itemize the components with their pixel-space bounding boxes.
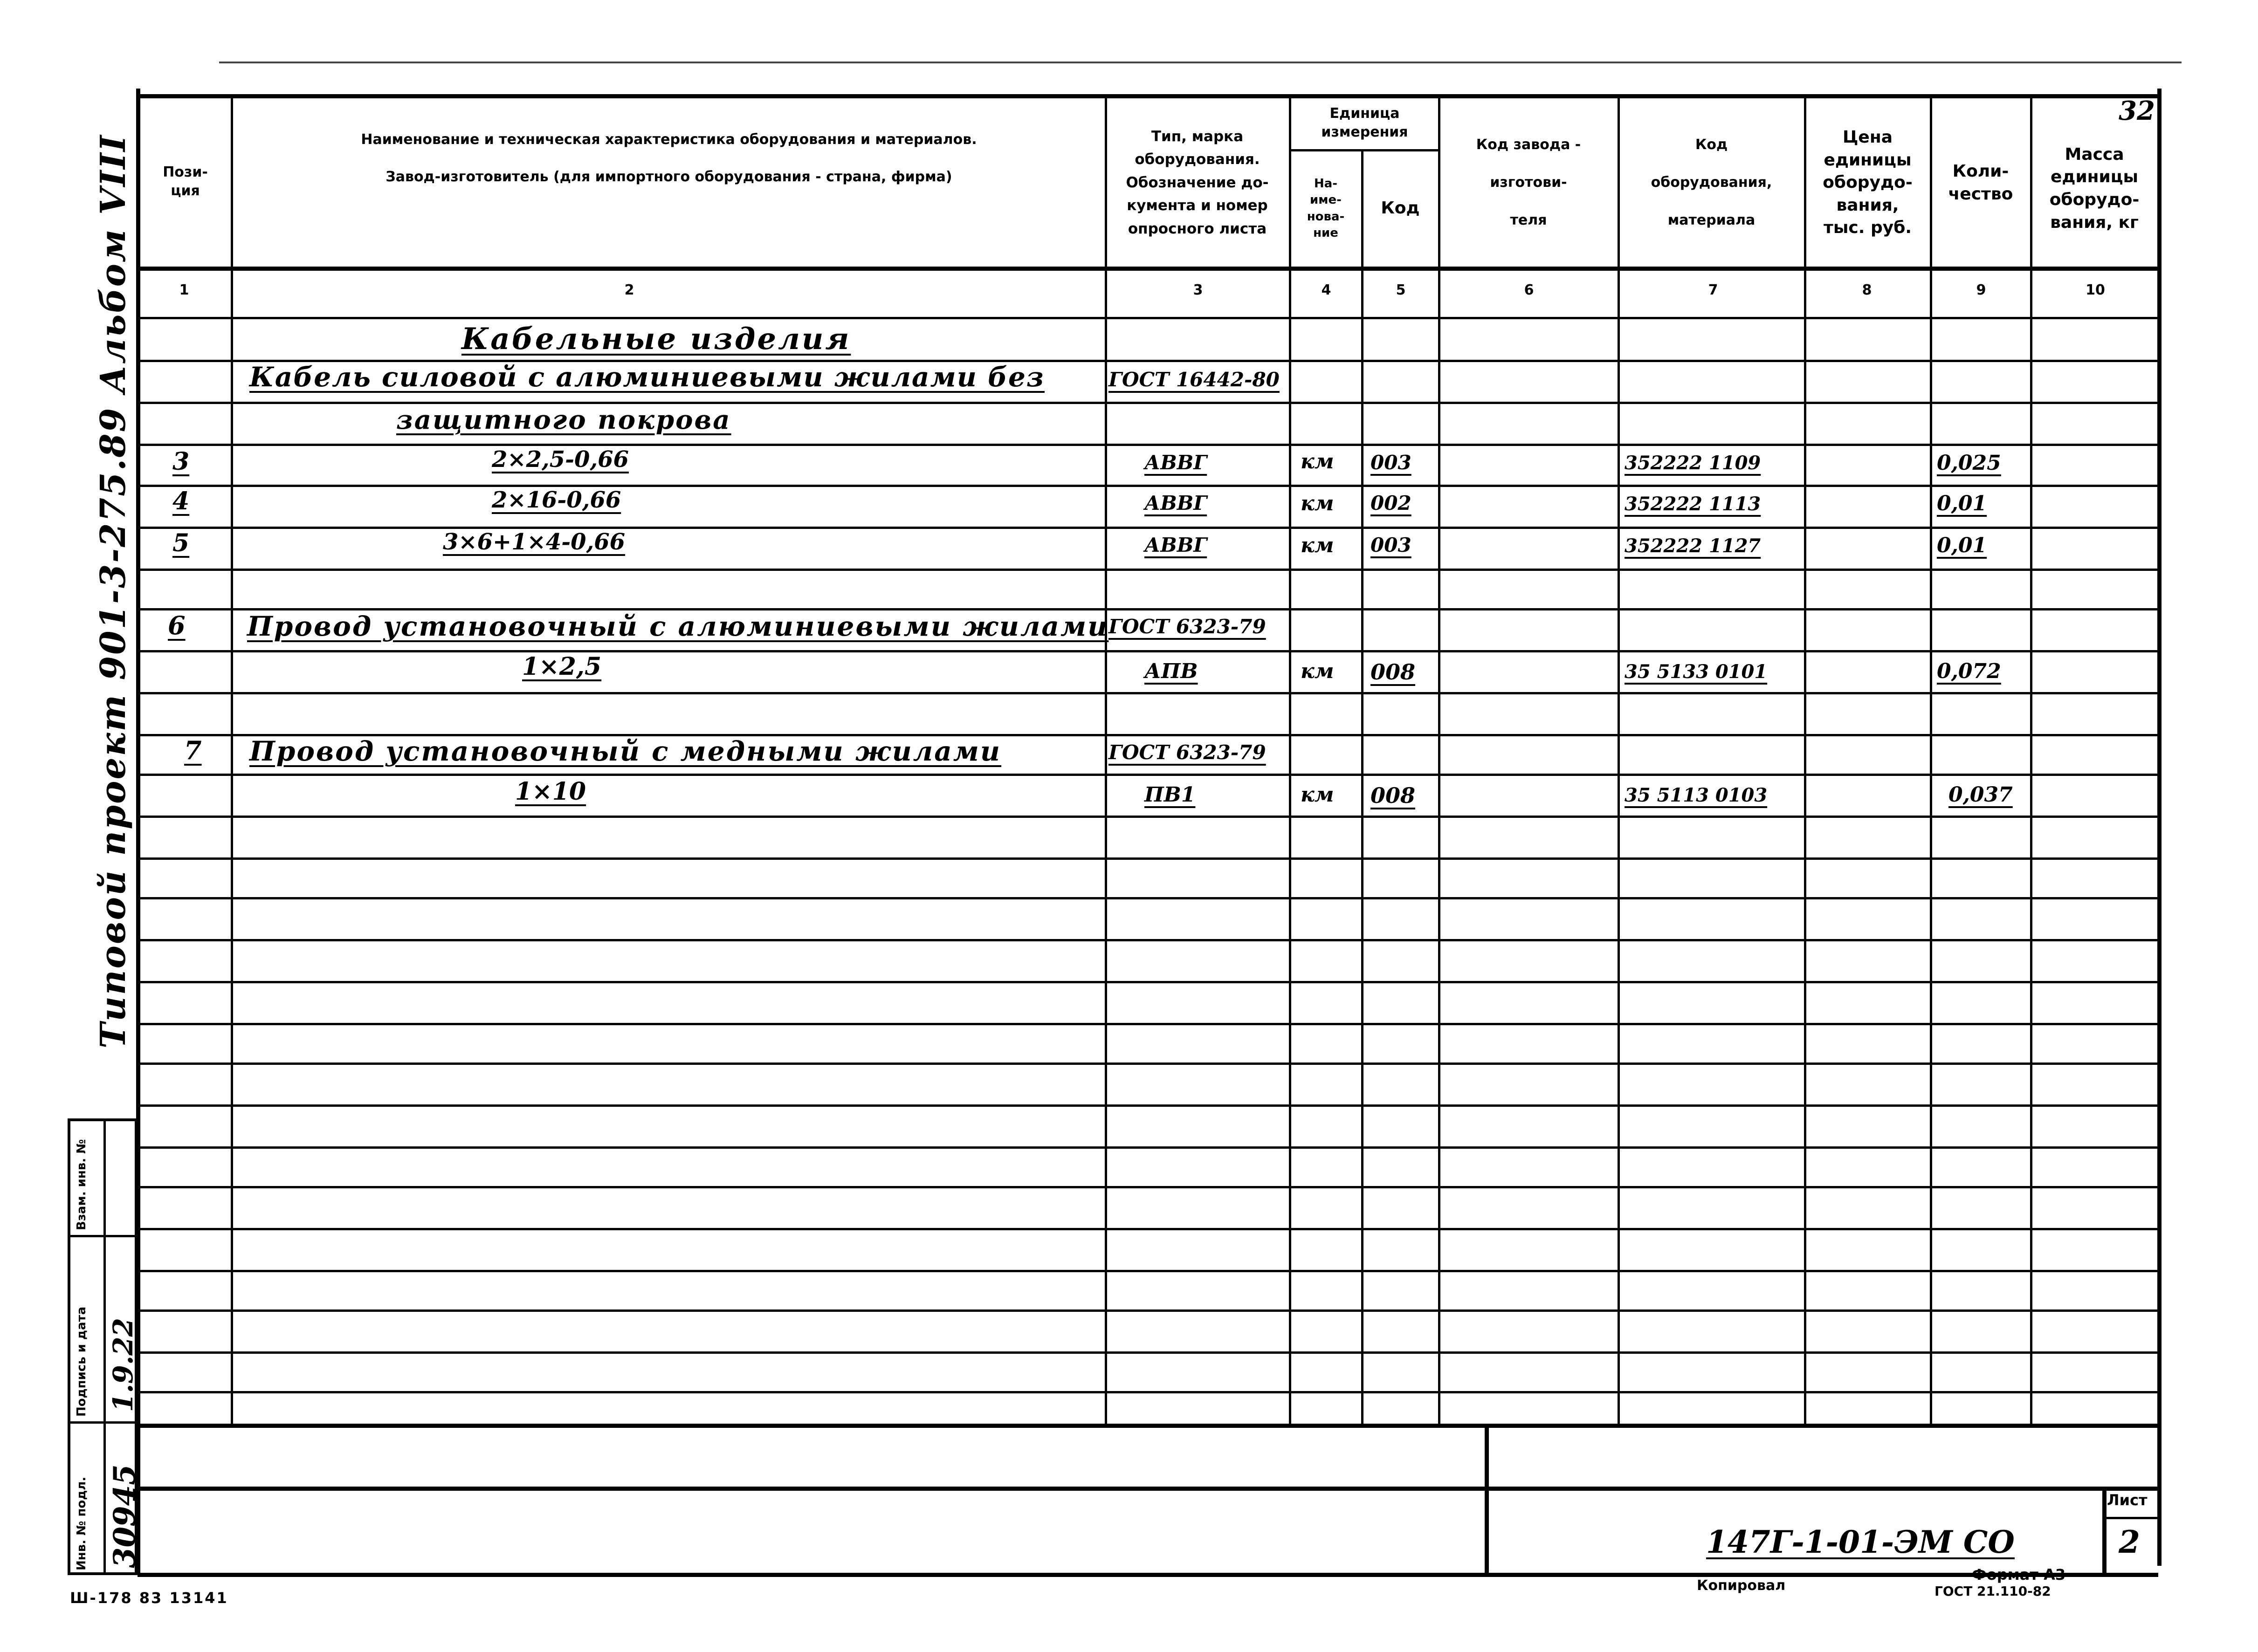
col-sep-2 (1105, 94, 1107, 1425)
item-position: 6 (168, 610, 186, 640)
document-code: 147Г-1-01-ЭМ СО (1706, 1524, 2015, 1560)
col-sep-4 (1361, 149, 1363, 1425)
col-sep-3 (1289, 94, 1291, 1425)
header-manufacturer: Завод-изготовитель (для импортного оборудования - страна, фирма) (386, 168, 952, 185)
item-type: АВВГ (1144, 534, 1207, 556)
sheet-cell-sep (2103, 1517, 2159, 1519)
item-name: 3×6+1×4-0,66 (443, 529, 626, 555)
colnum-5: 5 (1396, 282, 1406, 298)
wire-cu-unit-code: 008 (1370, 783, 1416, 808)
colnum-2: 2 (624, 282, 634, 298)
wire-al-quantity: 0,072 (1937, 659, 2001, 683)
colnum-6: 6 (1524, 282, 1534, 298)
item-name: 2×2,5-0,66 (492, 446, 629, 473)
item-quantity: 0,01 (1937, 492, 1987, 515)
row-line (138, 1186, 2158, 1188)
sheet-label: Лист (2107, 1491, 2148, 1509)
colnum-4: 4 (1321, 282, 1331, 298)
wire-al-title: Провод установочный с алюминиевыми жилами (247, 610, 1109, 642)
item-equipment-code: 352222 1109 (1625, 452, 1761, 474)
col-sep-7 (1804, 94, 1806, 1425)
item-unit-code: 002 (1370, 492, 1411, 514)
table-top-border (138, 94, 2158, 98)
item-unit: км (1301, 534, 1334, 557)
wire-al-unit: км (1301, 659, 1334, 683)
row-line (138, 485, 2158, 487)
colnum-7: 7 (1708, 282, 1718, 298)
row-line (138, 816, 2158, 818)
row-line (138, 857, 2158, 860)
header-unit-code: Код (1381, 199, 1420, 218)
side-project-label: Типовой проект 901-3-275.89 Альбом VIII (93, 134, 133, 1049)
stamp-label-inv: Инв. № подл. (75, 1476, 89, 1570)
row-line (138, 692, 2158, 694)
col-sep-9 (2030, 94, 2032, 1425)
page-bottom-border (138, 1573, 2158, 1577)
row-line (138, 1146, 2158, 1149)
sheet-cell-left (2102, 1487, 2107, 1575)
wire-cu-unit: км (1301, 783, 1334, 807)
item-quantity: 0,01 (1937, 534, 1987, 557)
colnum-9: 9 (1976, 282, 1986, 298)
top-rule (219, 62, 2182, 63)
header-unit-group: Единица измерения (1321, 105, 1408, 140)
wire-al-type: АПВ (1144, 659, 1198, 683)
item-unit: км (1301, 492, 1334, 515)
item-quantity: 0,025 (1937, 451, 2001, 475)
row-line (138, 1270, 2158, 1272)
row-line (138, 650, 2158, 652)
row-line (138, 1062, 2158, 1065)
row-line (138, 774, 2158, 776)
header-unit-name: На- име- нова- ние (1307, 177, 1345, 240)
title-block-left (1485, 1426, 1489, 1575)
colnum-3: 3 (1193, 282, 1203, 298)
wire-cu-standard: ГОСТ 6323-79 (1108, 741, 1266, 764)
item-type: АВВГ (1144, 451, 1207, 474)
header-name: Наименование и техническая характеристика оборудования и материалов. (361, 131, 977, 148)
wire-cu-type: ПВ1 (1144, 783, 1196, 807)
stamp-divider (103, 1118, 106, 1575)
wire-al-unit-code: 008 (1370, 659, 1416, 685)
header-position: Пози- ция (163, 164, 208, 199)
section-title: Кабельные изделия (461, 322, 851, 356)
col-sep-8 (1930, 94, 1932, 1425)
copied-label: Копировал (1697, 1577, 1786, 1594)
wire-al-name: 1×2,5 (522, 652, 602, 681)
item-position: 5 (172, 529, 190, 557)
wire-cu-equipment-code: 35 5113 0103 (1625, 784, 1768, 806)
cable-title-line1: Кабель силовой с алюминиевыми жилами без (249, 361, 1045, 393)
wire-al-equipment-code: 35 5133 0101 (1625, 661, 1768, 683)
row-line (138, 1104, 2158, 1107)
row-line (138, 1351, 2158, 1354)
wire-al-standard: ГОСТ 6323-79 (1108, 615, 1266, 638)
stamp-sign-date: 1.9.22 (107, 1318, 139, 1412)
table-right-border (2157, 89, 2162, 1566)
row-line (138, 981, 2158, 983)
row-line (138, 1309, 2158, 1312)
header-mass: Масса единицы оборудо- вания, кг (2049, 144, 2140, 232)
stamp-row-sep (68, 1421, 138, 1424)
cable-title-line2: защитного покрова (396, 404, 731, 435)
header-price: Цена единицы оборудо- вания, тыс. руб. (1823, 128, 1913, 238)
table-bottom-border (138, 1424, 2158, 1428)
header-type: Тип, марка оборудования. Обозначение до- кумента и номер опросного листа (1126, 128, 1269, 237)
row-line (138, 527, 2158, 529)
item-name: 2×16-0,66 (492, 487, 621, 513)
item-equipment-code: 352222 1127 (1625, 535, 1761, 557)
stamp-row-sep (68, 1235, 138, 1237)
colnum-10: 10 (2086, 282, 2105, 298)
item-unit-code: 003 (1370, 451, 1411, 474)
wire-cu-title: Провод установочный с медными жилами (249, 735, 1002, 767)
cable-standard: ГОСТ 16442-80 (1108, 368, 1280, 391)
row-line (138, 444, 2158, 446)
bottom-left-code: Ш-178 83 13141 (70, 1589, 228, 1607)
stamp-inv-number: 30945 (107, 1464, 142, 1568)
header-bottom-border (138, 267, 2158, 271)
item-unit-code: 003 (1370, 534, 1411, 556)
col-sep-1 (231, 94, 233, 1425)
col-sep-5 (1438, 94, 1440, 1425)
row-line (138, 1023, 2158, 1025)
standard-label: ГОСТ 21.110-82 (1934, 1583, 2051, 1599)
header-manufacturer-code: Код завода - изготови- теля (1476, 137, 1581, 229)
header-quantity: Коли- чество (1948, 161, 2013, 204)
item-position: 7 (184, 735, 202, 765)
item-equipment-code: 352222 1113 (1625, 493, 1761, 515)
wire-cu-name: 1×10 (515, 777, 586, 806)
colnum-8: 8 (1862, 282, 1872, 298)
stamp-label-replace: Взам. инв. № (75, 1139, 89, 1230)
item-position: 3 (172, 447, 190, 476)
row-line (138, 569, 2158, 571)
item-unit: км (1301, 450, 1334, 473)
col-sep-6 (1618, 94, 1620, 1425)
item-position: 4 (172, 487, 190, 515)
colnum-1: 1 (179, 282, 189, 298)
row-line (138, 939, 2158, 941)
wire-cu-quantity: 0,037 (1948, 783, 2013, 807)
row-line (138, 1228, 2158, 1230)
sheet-number: 2 (2119, 1524, 2140, 1560)
row-line (138, 402, 2158, 404)
header-equipment-code: Код оборудования, материала (1651, 137, 1772, 229)
page-number-top: 32 (2119, 96, 2155, 126)
format-label: Формат А3 (1972, 1566, 2066, 1583)
title-block-top (138, 1487, 2158, 1491)
stamp-label-sign: Подпись и дата (75, 1306, 89, 1417)
row-line (138, 897, 2158, 899)
row-line (138, 1391, 2158, 1393)
colnum-bottom-border (138, 317, 2158, 319)
item-type: АВВГ (1144, 492, 1207, 514)
